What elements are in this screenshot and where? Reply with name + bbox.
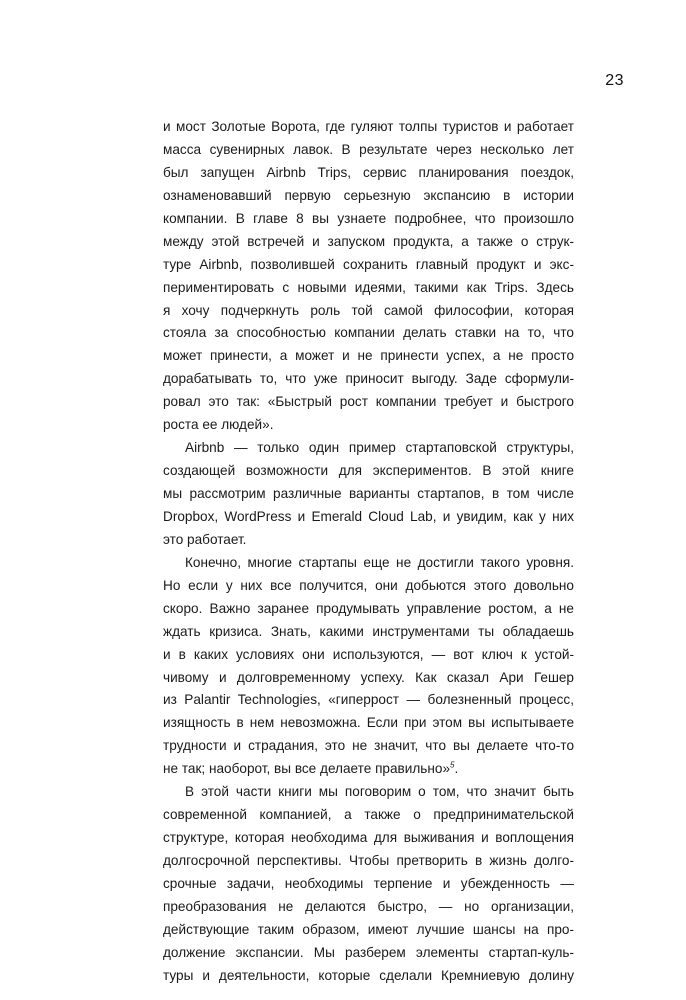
body-text (163, 116, 574, 988)
text-line: действующие таким образом, имеют лучшие шансы на про- (163, 921, 574, 937)
text-line: структуре, которая необходима для выживания и воплощения (163, 830, 574, 846)
text-line: туры и деятельности, которые сделали Кремниевую долину (163, 967, 574, 983)
text-line: туре Airbnb, позволившей сохранить главный продукт и экс- (163, 256, 574, 272)
paragraph-4 (163, 781, 574, 987)
text-line: Но если у них все получится, они добьются этого довольно (163, 577, 574, 593)
text-line: должение экспансии. Мы разберем элементы стартап-куль- (163, 944, 574, 960)
text-line: чивому и долговременному успеху. Как сказал Ари Гешер (163, 669, 574, 685)
text-line: срочные задачи, необходимы терпение и убежденность — (163, 875, 574, 891)
paragraph-3 (163, 552, 574, 781)
text-line: скоро. Важно заранее продумывать управление ростом, а не (163, 600, 574, 616)
text-line: современной компанией, а также о предпринимательской (163, 807, 574, 823)
text-line-with-footnote: не так; наоборот, вы все делаете правильно»$^5$. (163, 760, 459, 777)
text-line: масса сувенирных лавок. В результате через несколько лет (163, 141, 574, 157)
text-line: из Palantir Technologies, «гиперрост — болезненный процесс, (163, 692, 574, 708)
text-line: стояла за способностью компании делать ставки на то, что (163, 325, 574, 341)
paragraph-1 (163, 116, 574, 437)
text-line: я хочу подчеркнуть роль той самой философии, которая (163, 302, 574, 318)
text-line: ровал это так: «Быстрый рост компании требует и быстрого (163, 394, 574, 410)
text-line: может принести, а может и не принести успех, а не просто (163, 348, 574, 364)
text-line: компании. В главе 8 вы узнаете подробнее, что произошло (163, 210, 574, 226)
text-line: между этой встречей и запуском продукта, а также о струк- (163, 233, 574, 249)
text-line: Конечно, многие стартапы еще не достигли такого уровня. (185, 554, 574, 570)
footnote-reference[interactable]: 5 (450, 760, 455, 770)
text-line: преобразования не делаются быстро, — но организации, (163, 898, 574, 914)
paragraph-2 (163, 437, 574, 552)
text-line: ждать кризиса. Знать, какими инструментами ты обладаешь (163, 623, 574, 639)
text-line: и мост Золотые Ворота, где гуляют толпы туристов и работает (163, 119, 574, 134)
text-line: В этой части книги мы поговорим о том, что значит быть (185, 784, 574, 800)
text-line: долгосрочной перспективы. Чтобы претворить в жизнь долго- (163, 853, 574, 868)
text-line: мы рассмотрим различные варианты стартапов, в том числе (163, 486, 574, 501)
text-line: изящность в нем невозможна. Если при этом вы испытываете (163, 715, 574, 731)
text-line: ознаменовавший первую серьезную экспансию в истории (163, 187, 574, 203)
text-line: Dropbox, WordPress и Emerald Cloud Lab, и увидим, как у них (163, 508, 574, 524)
page-number: 23 (605, 72, 624, 89)
text-line: не так; наоборот, вы все делаете правильно» (163, 761, 451, 777)
text-line: периментировать с новыми идеями, такими как Trips. Здесь (163, 279, 574, 295)
text-line: был запущен Airbnb Trips, сервис планирования поездок, (163, 164, 574, 180)
text-line: роста ее людей». (163, 417, 274, 433)
text-line: это работает. (163, 531, 247, 547)
text-line: и в каких условиях они используются, — вот ключ к устой- (163, 646, 574, 662)
text-line: трудности и страдания, это не значит, что вы делаете что-то (163, 738, 574, 754)
text-line: Airbnb — только один пример стартаповской структуры, (185, 440, 574, 456)
text-line: дорабатывать то, что уже приносит выгоду. Заде сформули- (163, 371, 574, 387)
text-line: создающей возможности для экспериментов. В этой книге (163, 463, 574, 479)
